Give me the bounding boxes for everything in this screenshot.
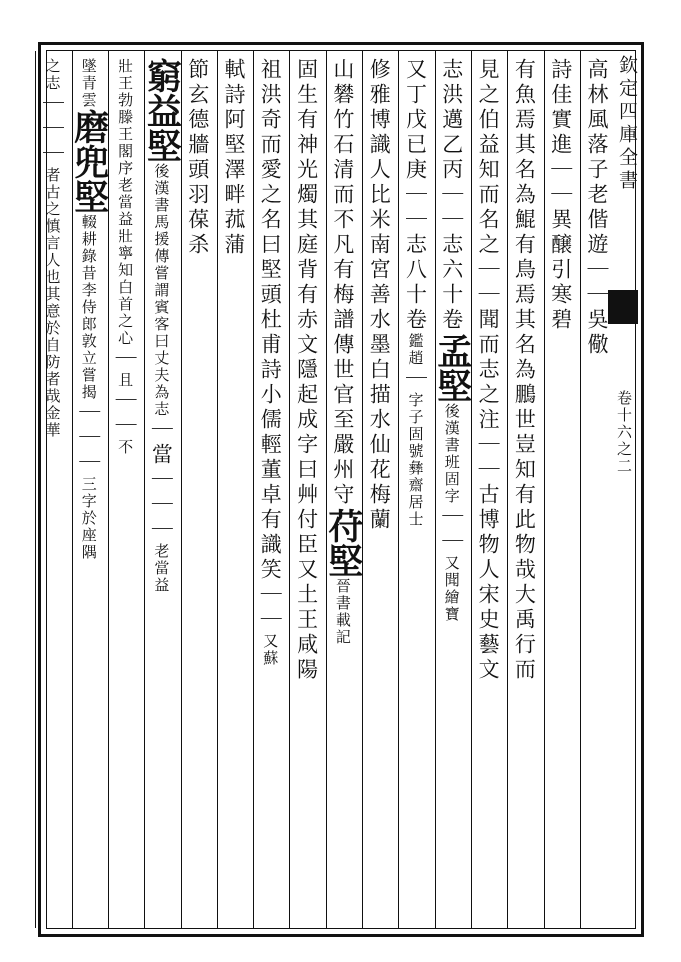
text-run: 修雅博識人比米南宮善水墨白描水仙花梅蘭 (367, 58, 392, 533)
text-run: 之志 (43, 58, 62, 92)
text-run: ｜｜ (403, 183, 428, 233)
text-column (141, 58, 183, 594)
text-run: ｜ (113, 347, 138, 372)
text-column (584, 58, 610, 358)
text-run: ｜｜ (113, 389, 138, 439)
text-run: ｜｜｜ (40, 92, 65, 167)
text-run: 鑑趙 (406, 333, 425, 367)
text-run: 又蘇 (261, 633, 280, 667)
text-column (511, 58, 537, 683)
entry-heading: 孟堅 (431, 333, 473, 403)
text-run: 後漢書班固字 (442, 403, 461, 505)
column-rule (544, 51, 545, 928)
text-run: 字子固號彝齋居士 (406, 392, 425, 528)
column-rule (362, 51, 363, 928)
text-run: 有魚焉其名為鯤有鳥焉其名為鵬世豈知有此物哉大禹行而 (512, 58, 537, 683)
column-rule (144, 51, 145, 928)
text-column (366, 58, 392, 533)
text-run: ｜｜異醸引寒碧 (548, 158, 573, 333)
text-column (475, 58, 501, 683)
text-column (403, 58, 429, 528)
text-run: 高林風落子老偕遊 (585, 58, 609, 258)
text-run: ｜當｜｜｜ (149, 418, 174, 543)
column-rule (253, 51, 254, 928)
text-run: 祖洪奇而愛之名曰堅頭杜甫詩小儒輕董卓有識笑 (258, 58, 283, 583)
text-column (68, 58, 110, 561)
text-run: ｜｜ (476, 258, 501, 308)
column-rule (435, 51, 436, 928)
text-run: 晉書載記 (333, 578, 352, 646)
text-column (221, 58, 247, 258)
text-run: 詩佳實進 (548, 58, 573, 158)
column-rule (398, 51, 399, 928)
text-column (294, 58, 320, 683)
column-rule (289, 51, 290, 928)
text-run: 志六十卷 (439, 233, 464, 333)
text-run: ｜｜ (439, 183, 464, 233)
text-run: 墜青雲 (79, 58, 98, 109)
text-column (548, 58, 574, 333)
text-run: 輟耕錄昔李侍郎敦立嘗揭 (79, 214, 98, 401)
text-run: 古博物人宋史藝文 (476, 483, 501, 683)
text-column (112, 58, 138, 456)
text-run: 老當益 (152, 543, 171, 594)
text-run: 見之伯益知而名之 (476, 58, 501, 258)
margin-title: 欽定四庫全書 (616, 55, 638, 193)
fishtail-mark (608, 290, 638, 324)
text-run: 壯王勃滕王閣序老當益壯寧知白首之心 (116, 58, 135, 347)
entry-heading: 磨兜堅 (68, 109, 110, 214)
column-rule (580, 51, 581, 928)
text-run: ｜｜ (439, 505, 464, 555)
text-run: 志洪邁乙丙 (439, 58, 464, 183)
column-rule (72, 51, 73, 928)
column-rule (217, 51, 218, 928)
text-column (322, 58, 364, 646)
text-run: 三字於座隅 (79, 476, 98, 561)
text-run: 且 (116, 372, 135, 389)
column-rule (181, 51, 182, 928)
text-run: 節玄德牆頭羽葆杀 (185, 58, 210, 258)
text-run: 軾詩阿堅澤畔菰蒲 (222, 58, 246, 258)
entry-heading: 窮益堅 (141, 58, 183, 163)
column-rule (471, 51, 472, 928)
text-column (257, 58, 283, 667)
text-run: 固生有神光燭其庭背有赤文隱起成字曰艸付臣又土王咸陽 (294, 58, 319, 683)
column-rule (35, 51, 36, 928)
column-rule (326, 51, 327, 928)
text-run: 後漢書馬援傳嘗謂賓客曰丈夫為志 (152, 163, 171, 418)
text-run: 者古之慎言人也其意於自防者哉金華 (43, 167, 62, 439)
text-run: ｜ (403, 367, 428, 392)
text-run: ｜｜｜ (76, 401, 101, 476)
text-run: 不 (116, 439, 135, 456)
text-run: 又丁戊已庚 (403, 58, 428, 183)
text-column (40, 58, 66, 439)
text-run: 又聞繪寶 (442, 555, 461, 623)
entry-heading: 苻堅 (322, 508, 364, 578)
text-run: 聞而志之注 (476, 308, 501, 433)
text-run: ｜｜吳儆 (585, 258, 609, 358)
text-run: ｜｜ (258, 583, 283, 633)
text-run: 志八十卷 (403, 233, 428, 333)
text-run: ｜｜ (476, 433, 501, 483)
volume-label: 卷十六之二 (615, 390, 633, 475)
column-rule (507, 51, 508, 928)
text-column (431, 58, 473, 623)
text-run: 山礬竹石清而不凡有梅譜傳世官至嚴州守 (330, 58, 355, 508)
text-column (185, 58, 211, 258)
